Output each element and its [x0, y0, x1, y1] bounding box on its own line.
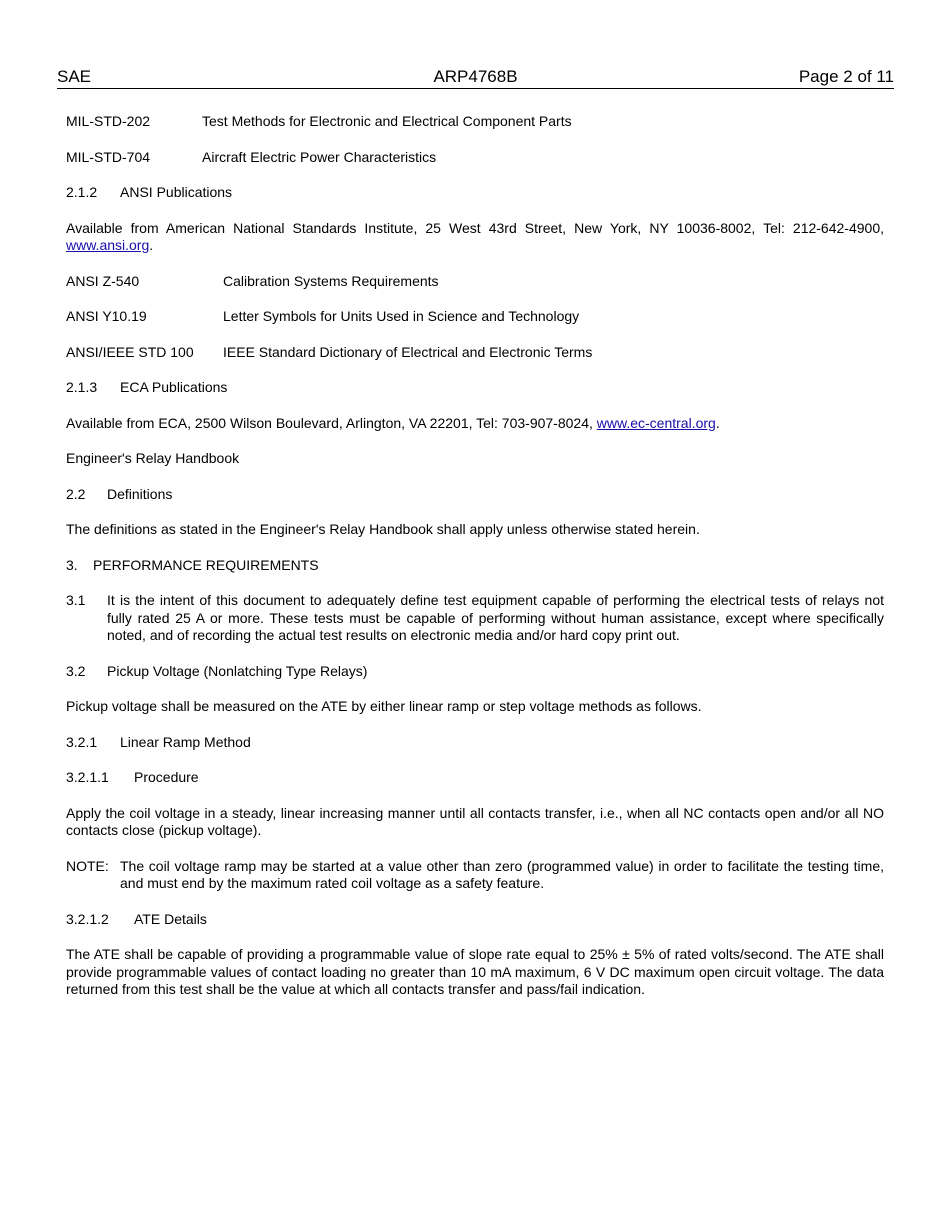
ate-details-text: The ATE shall be capable of providing a programmable value of slope rate equal to 25% ± 5% of rated volts/second. The ATE shall provide programmable values of contact loading no greater than 10 mA maximum, 6 V DC maximum open circuit voltage. The data returned from this test shall be the value at which all contacts transfer and pass/fail indication.: [66, 946, 884, 997]
reference-row: [66, 149, 884, 167]
reference-row: [66, 308, 884, 326]
reference-title: Test Methods for Electronic and Electrical Component Parts: [202, 113, 572, 129]
section-3-1: [66, 592, 884, 645]
reference-code: MIL-STD-202: [66, 113, 151, 129]
note-label: NOTE:: [66, 857, 109, 874]
section-heading-2-2: [66, 486, 884, 504]
section-number: 2.1.3: [66, 379, 98, 395]
reference-code: MIL-STD-704: [66, 148, 151, 165]
section-title: Pickup Voltage (Nonlatching Type Relays): [107, 662, 368, 679]
section-number: 3.2.1: [66, 733, 98, 750]
procedure-text: Apply the coil voltage in a steady, linear increasing manner until all contacts transfer, i.e., when all NC contacts open and/or all NO contacts close (pickup voltage).: [66, 804, 884, 838]
eca-availability: [66, 415, 884, 433]
reference-code: ANSI/IEEE STD 100: [66, 343, 194, 360]
reference-title: Calibration Systems Requirements: [223, 272, 439, 289]
section-title: Procedure: [134, 769, 199, 785]
note-text: The coil voltage ramp may be started at a value other than zero (programmed value) in order to facilitate the testing time, and must end by the maximum rated coil voltage as a safety feature.: [120, 857, 884, 891]
eca-availability-text: Available from ECA, 2500 Wilson Boulevard, Arlington, VA 22201, Tel: 703-907-8024,: [66, 414, 597, 431]
ansi-link[interactable]: www.ansi.org: [66, 237, 150, 253]
ansi-availability-end: .: [149, 237, 154, 253]
reference-title: IEEE Standard Dictionary of Electrical and Electronic Terms: [223, 343, 593, 360]
section-number: 3.2: [66, 662, 86, 679]
section-title: ATE Details: [134, 910, 207, 927]
header-doc-id: ARP4768B: [433, 67, 518, 86]
section-number: 2.2: [66, 485, 86, 502]
section-heading-3-2: [66, 663, 884, 681]
section-number: 3.: [66, 556, 78, 573]
reference-code: ANSI Z-540: [66, 272, 140, 289]
section-heading-2-1-3: [66, 379, 884, 397]
section-heading-3-2-1-2: [66, 911, 884, 929]
reference-title: Aircraft Electric Power Characteristics: [202, 148, 437, 165]
pickup-voltage-text: Pickup voltage shall be measured on the ATE by either linear ramp or step voltage methods as follows.: [66, 698, 702, 714]
definitions-text: The definitions as stated in the Engineer's Relay Handbook shall apply unless otherwise stated herein.: [66, 521, 700, 537]
section-number: 2.1.2: [66, 184, 98, 200]
section-title: ECA Publications: [120, 379, 228, 395]
section-text: It is the intent of this document to adequately define test equipment capable of performing the electrical tests of relays not fully rated 25 A or more. These tests must be capable of performing without human assistance, except where specifically noted, and of recording the actual test results on electronic media and/or hard copy print out.: [107, 592, 884, 643]
reference-row: [66, 273, 884, 291]
header-org: SAE: [57, 67, 92, 86]
eca-availability-end: .: [715, 414, 720, 431]
note-block: [66, 858, 884, 893]
section-number: 3.2.1.1: [66, 769, 109, 785]
document-body: [66, 113, 884, 1017]
page-header: [57, 67, 894, 89]
section-title: Linear Ramp Method: [120, 733, 251, 750]
eca-link[interactable]: www.ec-central.org: [596, 414, 716, 431]
ansi-availability: [66, 220, 884, 255]
reference-code: ANSI Y10.19: [66, 308, 147, 324]
section-heading-3: [66, 557, 884, 575]
section-number: 3.2.1.2: [66, 910, 109, 927]
reference-row: [66, 344, 884, 362]
section-number: 3.1: [66, 592, 86, 608]
section-heading-3-2-1: [66, 734, 884, 752]
header-page-number: Page 2 of 11: [798, 67, 894, 86]
reference-row: [66, 113, 884, 131]
ansi-availability-text: Available from American National Standards Institute, 25 West 43rd Street, New York, NY 10036-8002, Tel: 212-642-4900,: [66, 219, 884, 236]
reference-title: Letter Symbols for Units Used in Science and Technology: [223, 308, 580, 324]
section-title: ANSI Publications: [120, 184, 233, 200]
section-title: PERFORMANCE REQUIREMENTS: [93, 556, 319, 573]
section-heading-3-2-1-1: [66, 769, 884, 787]
section-title: Definitions: [107, 485, 173, 502]
handbook-reference: Engineer's Relay Handbook: [66, 450, 240, 466]
section-heading-2-1-2: [66, 184, 884, 202]
